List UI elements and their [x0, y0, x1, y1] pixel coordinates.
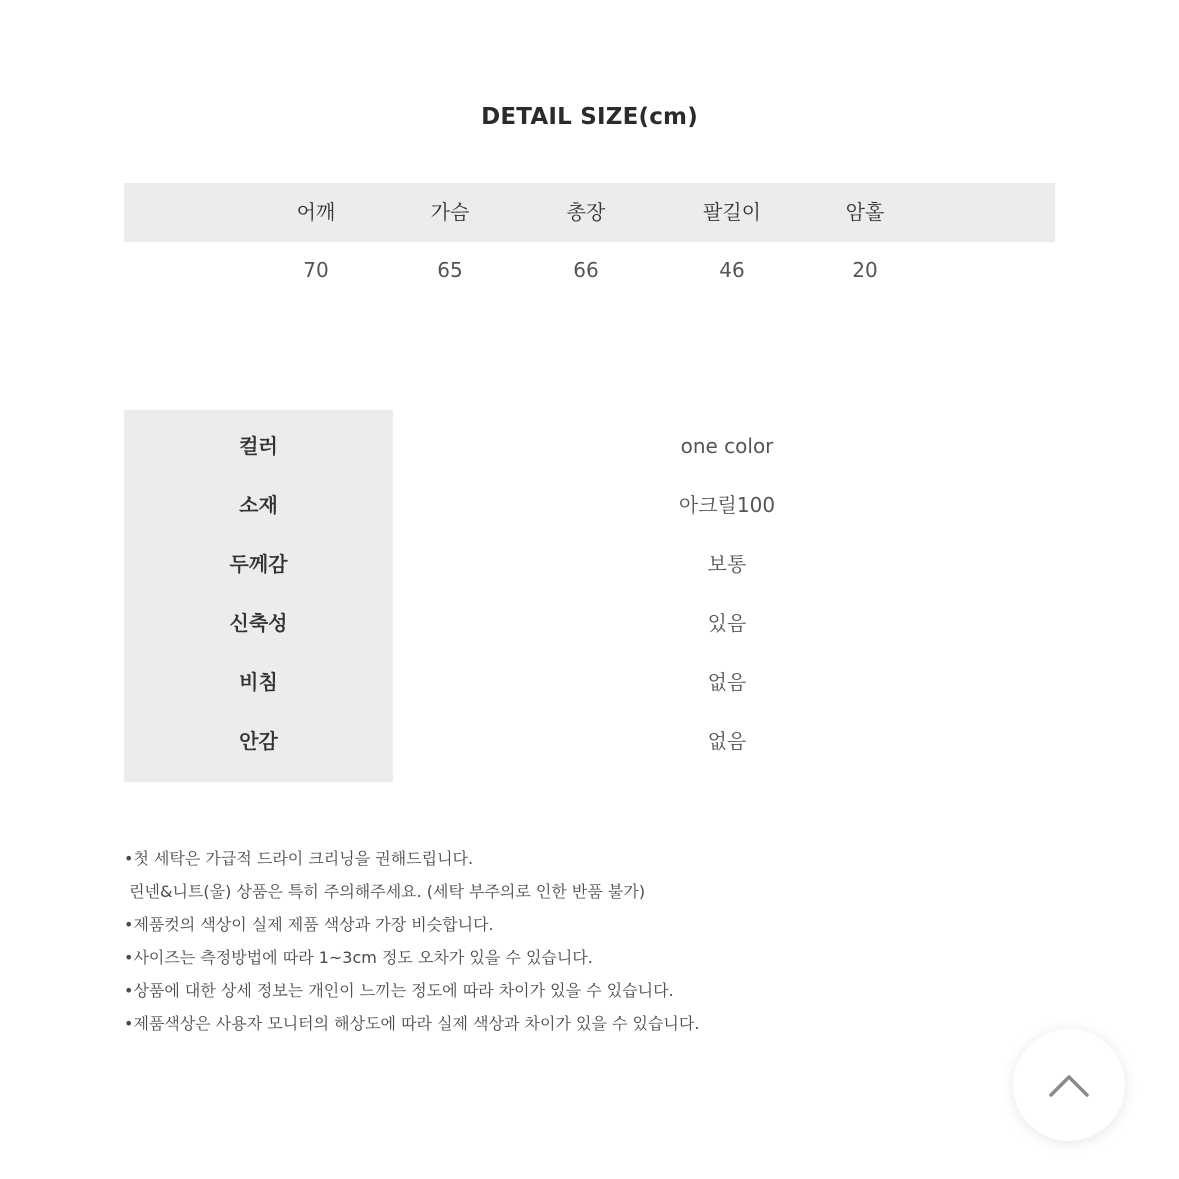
size-header-sleeve: 팔길이 — [703, 200, 761, 224]
care-notes — [124, 842, 924, 1040]
size-table-value-row — [124, 242, 1055, 301]
spec-label-color: 컬러 — [239, 434, 278, 458]
spec-value-thickness: 보통 — [707, 552, 747, 576]
page-title: DETAIL SIZE(cm) — [481, 104, 698, 130]
note-line: •첫 세탁은 가급적 드라이 크리닝을 권해드립니다. — [124, 849, 474, 868]
size-value-armhole: 20 — [852, 258, 878, 282]
size-value-chest: 65 — [437, 258, 463, 282]
size-header-armhole: 암홀 — [845, 200, 885, 224]
size-table-header-row — [124, 183, 1055, 242]
spec-label-lining: 안감 — [239, 729, 278, 753]
spec-row — [124, 594, 1055, 653]
note-line: 린넨&니트(울) 상품은 특히 주의해주세요. (세탁 부주의로 인한 반품 불가) — [124, 882, 646, 901]
scroll-to-top-button[interactable] — [1013, 1029, 1125, 1141]
spec-value-material: 아크릴100 — [678, 493, 776, 517]
spec-label-sheerness: 비침 — [239, 670, 278, 694]
size-value-sleeve: 46 — [719, 258, 745, 282]
spec-label-thickness: 두께감 — [229, 552, 288, 576]
spec-label-material: 소재 — [239, 493, 278, 517]
spec-value-stretch: 있음 — [707, 611, 747, 635]
size-value-shoulder: 70 — [303, 258, 329, 282]
size-header-length: 총장 — [566, 200, 606, 224]
size-header-chest: 가슴 — [430, 200, 470, 224]
size-value-length: 66 — [573, 258, 599, 282]
spec-row — [124, 417, 1055, 476]
size-header-shoulder: 어깨 — [296, 200, 336, 224]
spec-label-stretch: 신축성 — [229, 611, 288, 635]
spec-value-sheerness: 없음 — [707, 670, 747, 694]
spec-row — [124, 476, 1055, 535]
spec-row — [124, 712, 1055, 771]
spec-row — [124, 535, 1055, 594]
spec-value-lining: 없음 — [707, 729, 747, 753]
spec-value-color: one color — [680, 434, 774, 458]
note-line: •상품에 대한 상세 정보는 개인이 느끼는 정도에 따라 차이가 있을 수 있습니다. — [124, 981, 674, 1000]
size-table — [124, 183, 1055, 301]
note-line: •사이즈는 측정방법에 따라 1~3cm 정도 오차가 있을 수 있습니다. — [124, 948, 593, 967]
spec-table — [124, 410, 1055, 782]
note-line: •제품컷의 색상이 실제 제품 색상과 가장 비슷합니다. — [124, 915, 494, 934]
chevron-up-icon — [1047, 1065, 1091, 1105]
note-line: •제품색상은 사용자 모니터의 해상도에 따라 실제 색상과 차이가 있을 수 있습니다. — [124, 1014, 700, 1033]
spec-row — [124, 653, 1055, 712]
